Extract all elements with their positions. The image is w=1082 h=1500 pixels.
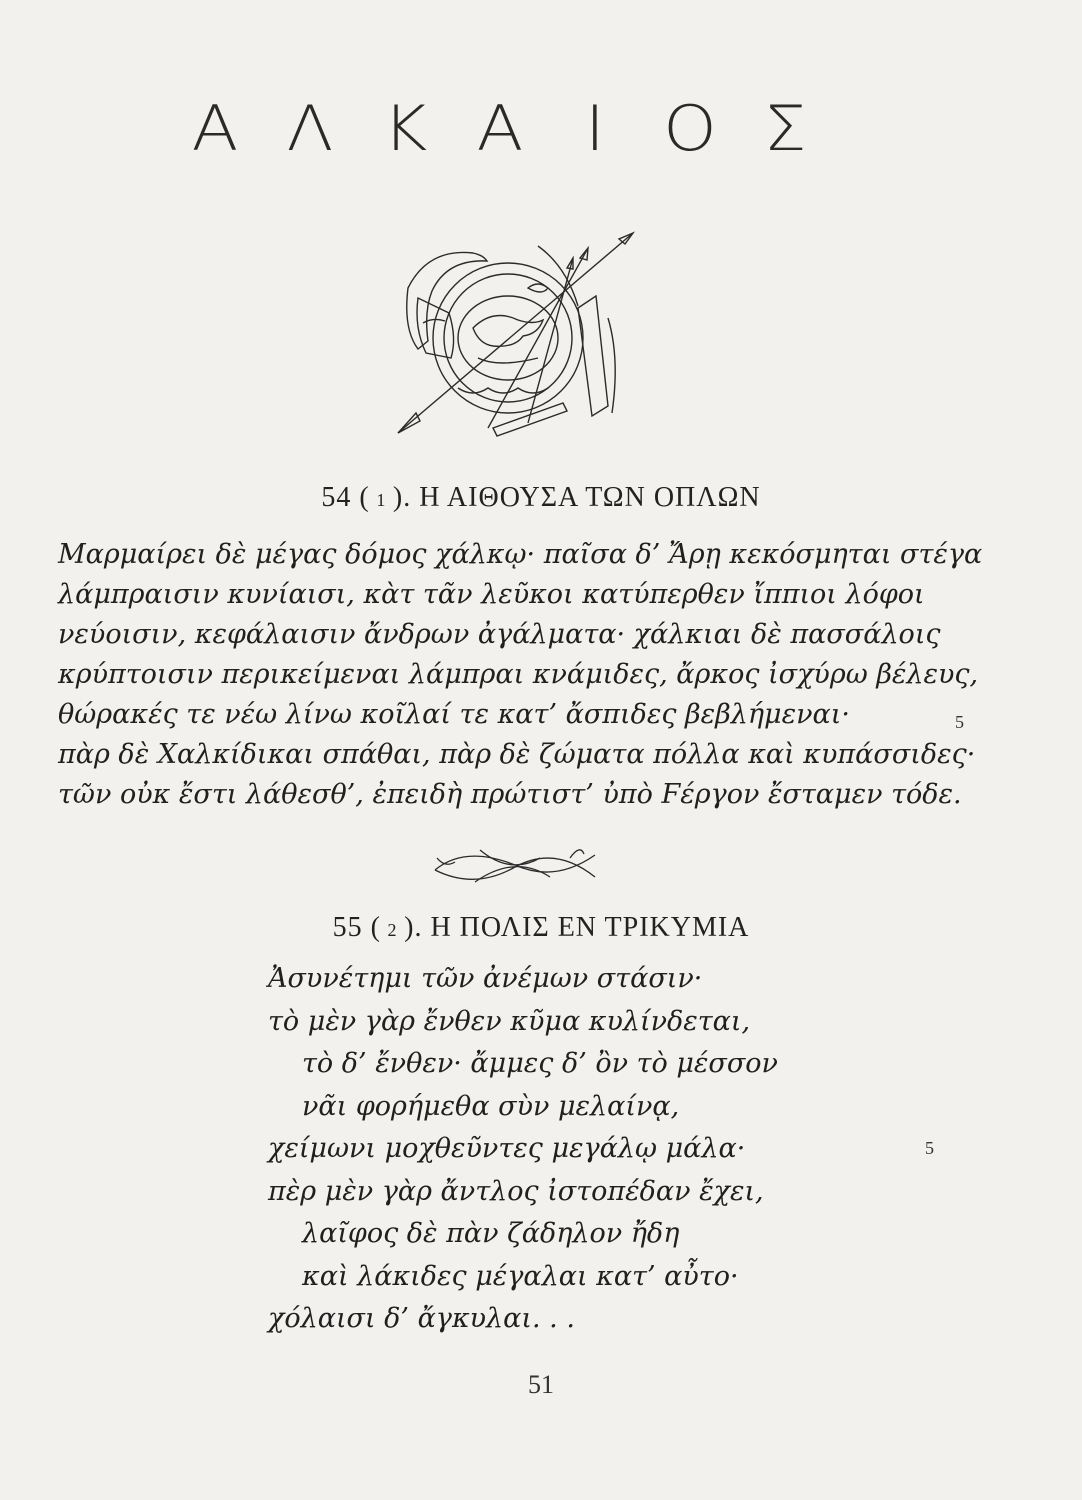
verse-line: Ἀσυνέτημι τῶν ἀνέμων στάσιν·	[268, 963, 703, 994]
title-letter: Ι	[584, 92, 606, 165]
verse-line: θώρακές τε νέω λίνω κοῖλαί τε κατ’ ἄσπιδες βεβλήμεναι·	[58, 699, 850, 730]
verse-line: λάμπραισιν κυνίαισι, κὰτ τᾶν λεῦκοι κατύπερθεν ἴππιοι λόφοι	[58, 579, 925, 610]
poem-number: 54	[321, 482, 352, 513]
verse-line: Μαρμαίρει δὲ μέγας δόμος χάλκῳ· παῖσα δ’ Ἄρῃ κεκόσμηται στέγα	[58, 539, 983, 570]
flourish-ornament	[430, 840, 600, 895]
armor-vignette-illustration	[378, 228, 643, 448]
verse-line: πὲρ μὲν γὰρ ἄντλος ἰστοπέδαν ἔχει,	[268, 1175, 764, 1207]
page-title	[180, 92, 820, 165]
verse-line: λαῖφος δὲ πὰν ζάδηλον ἤδη	[302, 1218, 680, 1249]
poem-heading: 55 ( 2 ). Η ΠΟΛΙΣ ΕΝ ΤΡΙΚΥΜΙΑ	[332, 912, 750, 943]
verse-line: πὰρ δὲ Χαλκίδικαι σπάθαι, πὰρ δὲ ζώματα πόλλα καὶ κυπάσσιδες·	[58, 739, 976, 770]
verse-line: χείμωνι μοχθεῦντες μεγάλῳ μάλα·	[268, 1133, 746, 1164]
title-letter: Σ	[763, 92, 807, 165]
verse-line: νεύοισιν, κεφάλαισιν ἄνδρων ἀγάλματα· χάλκιαι δὲ πασσάλοις	[58, 619, 941, 650]
title-letter: Λ	[286, 92, 334, 165]
verse-line: καὶ λάκιδες μέγαλαι κατ’ αὖτο·	[302, 1260, 739, 1292]
verse-line: τὸ δ’ ἔνθεν· ἄμμες δ’ ὂν τὸ μέσσον	[302, 1048, 778, 1079]
poem-title: Η ΠΟΛΙΣ ΕΝ ΤΡΙΚΥΜΙΑ	[430, 912, 750, 943]
verse-line: τὸ μὲν γὰρ ἔνθεν κῦμα κυλίνδεται,	[268, 1005, 751, 1037]
title-letter: Κ	[382, 92, 428, 165]
page-number: 51	[528, 1370, 554, 1399]
title-letter: Α	[191, 92, 239, 165]
line-number-marker: 5	[925, 1138, 934, 1158]
poem-number: 55	[332, 912, 363, 943]
title-letter: Ο	[663, 92, 717, 165]
verse-line: κρύπτοισιν περικείμεναι λάμπραι κνάμιδες, ἄρκος ἰσχύρω βέλευς,	[58, 659, 979, 690]
title-letter: Α	[476, 92, 524, 165]
poem-subnumber: 1	[376, 490, 387, 510]
verse-line: τῶν οὐκ ἔστι λάθεσθ’, ἐπειδὴ πρώτιστ’ ὐπὸ Ϝέργον ἔσταμεν τόδε.	[58, 779, 962, 810]
poem-title: Η ΑΙΘΟΥΣΑ ΤΩΝ ΟΠΛΩΝ	[419, 482, 761, 513]
poem-text	[58, 535, 983, 815]
verse-line: νᾶι φορήμεθα σὺν μελαίνᾳ,	[302, 1090, 680, 1122]
verse-line: χόλαισι δ’ ἄγκυλαι. . .	[268, 1303, 575, 1334]
poem-subnumber: 2	[387, 920, 398, 940]
line-number-marker: 5	[955, 712, 964, 732]
poem-text	[268, 958, 968, 1341]
poem-heading: 54 ( 1 ). Η ΑΙΘΟΥΣΑ ΤΩΝ ΟΠΛΩΝ	[321, 482, 761, 513]
